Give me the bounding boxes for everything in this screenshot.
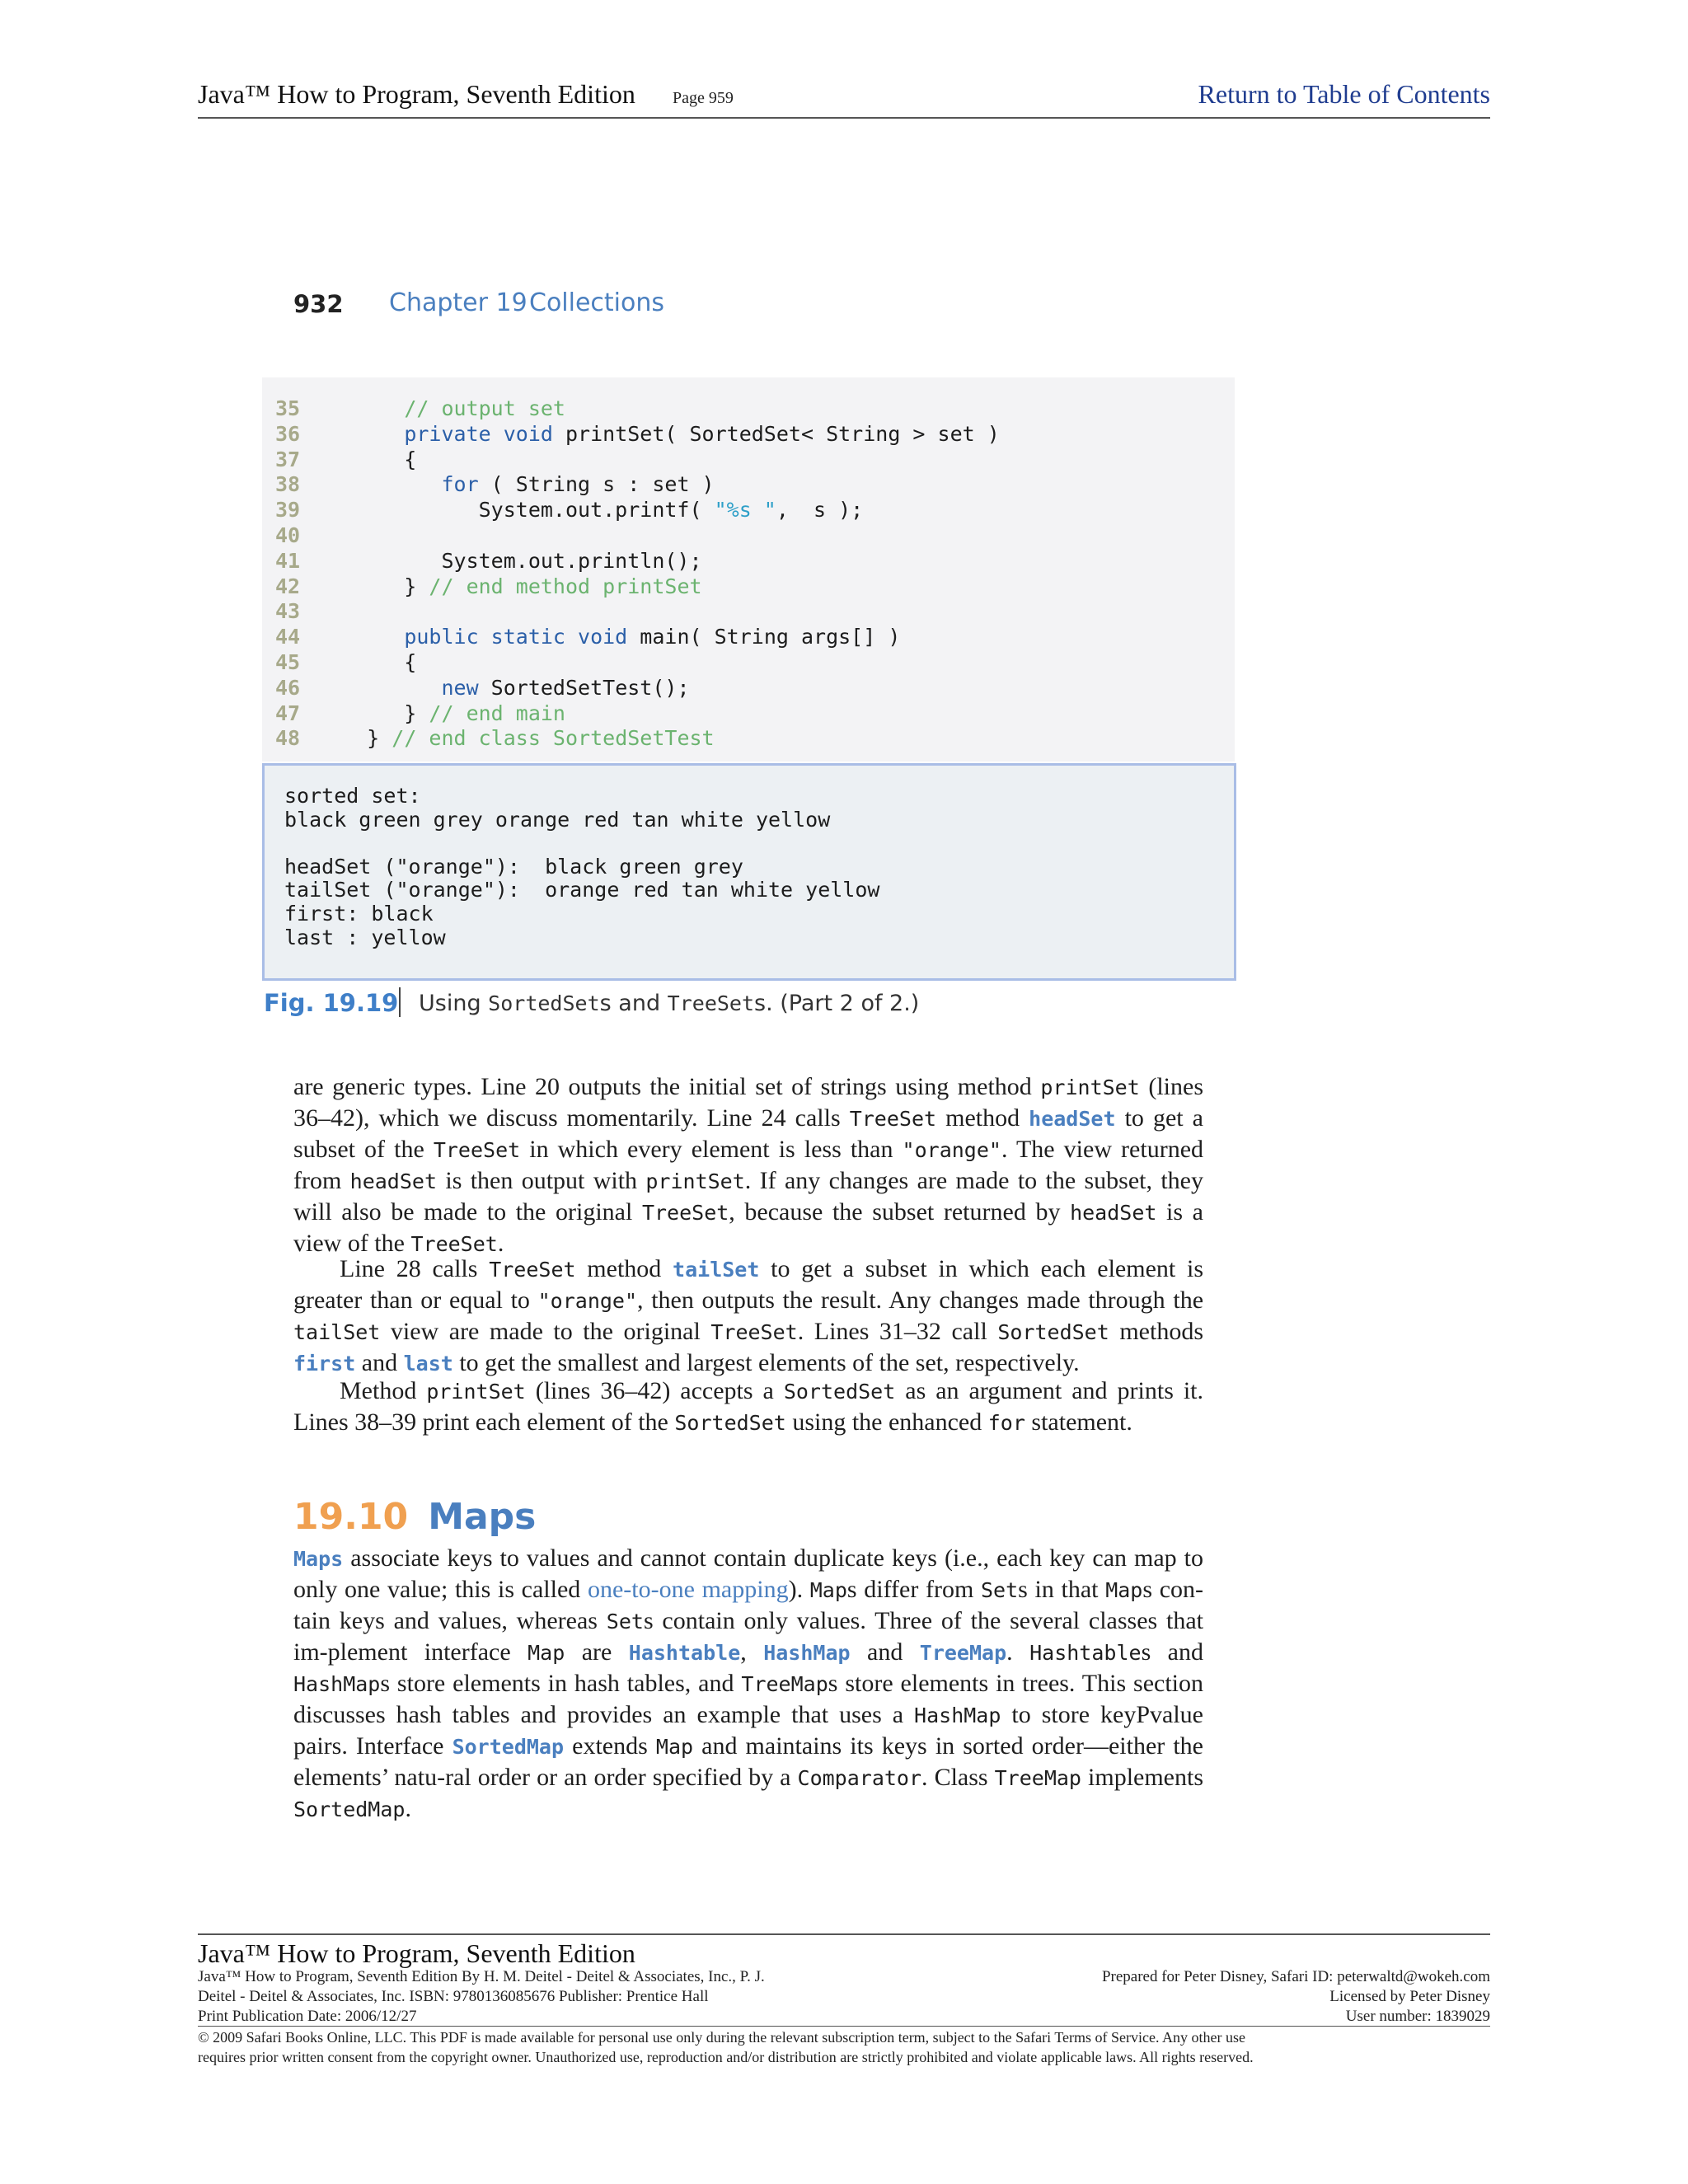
code-text: [330, 649, 416, 675]
highlighted-term: Map: [293, 1547, 331, 1571]
figure-label: Fig. 19.19: [264, 989, 399, 1017]
inline-code: SortedSet: [783, 1380, 896, 1404]
output-line: sorted set:: [284, 784, 421, 808]
text-run: Method: [340, 1377, 427, 1404]
line-number: 41: [275, 548, 301, 573]
text-run: are generic types. Line 20 outputs the initial set of strings using method: [293, 1073, 1041, 1100]
text-run: to get the smallest and largest elements of the set, respectively.: [452, 1349, 1080, 1376]
code-listing: [262, 377, 1235, 762]
code-token: [330, 422, 404, 446]
text-run: s contain only values. Three of the several classes that im-plement interface: [293, 1607, 1203, 1666]
text-run: view are made to the original: [380, 1318, 711, 1345]
text-run: s. (Part 2 of 2.): [754, 991, 920, 1016]
text-run: .: [1006, 1638, 1030, 1666]
output-line: first: black: [284, 902, 434, 926]
highlighted-term: TreeMap: [919, 1641, 1007, 1665]
code-token: [330, 625, 404, 649]
code-text: [330, 701, 565, 726]
text-run: to get a subset in which each element is greater than or equal to: [293, 1255, 1203, 1314]
code-token: ( String s : set ): [478, 472, 715, 497]
line-number: 44: [275, 625, 301, 649]
text-run: implements: [1081, 1764, 1204, 1791]
code-comment: // end class SortedSetTest: [392, 726, 715, 751]
code-string: "%s ": [714, 498, 776, 523]
code-token: [330, 472, 441, 496]
inline-code: TreeSet: [710, 1320, 798, 1344]
highlighted-term: tailSet: [673, 1258, 760, 1282]
inline-code: TreeSet: [641, 1201, 729, 1225]
section-heading: [293, 1496, 536, 1538]
text-run: and: [355, 1349, 404, 1376]
code-token: {: [330, 650, 417, 674]
text-run: . The view returned from: [293, 1136, 1204, 1194]
inline-code: TreeSet: [433, 1138, 521, 1162]
section-title: Maps: [428, 1496, 537, 1538]
code-text: [330, 548, 702, 574]
page-label: Page 959: [673, 89, 734, 107]
inline-code: Comparator: [797, 1766, 922, 1790]
text-run: s con-tain keys and values, whereas: [293, 1576, 1203, 1634]
code-token: , s );: [776, 498, 864, 523]
code-comment: // end method printSet: [429, 574, 702, 598]
text-run: to get a subset of the: [293, 1104, 1203, 1163]
text-run: statement.: [1025, 1408, 1132, 1436]
text-run: s store elements in hash tables, and: [380, 1670, 742, 1697]
text-run: s differ from: [846, 1576, 981, 1603]
text-run: in which every element is less than: [520, 1136, 903, 1163]
footer-license-line: Prepared for Peter Disney, Safari ID: peterwaltd@wokeh.com: [1101, 1968, 1490, 1985]
text-run: s and: [1141, 1638, 1203, 1666]
code-keyword: for: [441, 472, 479, 497]
code-token: main( String args[] ): [627, 625, 901, 649]
inline-code: HashMap: [293, 1672, 381, 1696]
code-token: printSet( SortedSet< String > set ): [552, 421, 1000, 446]
text-run: method: [936, 1104, 1029, 1132]
highlighted-term: first: [293, 1352, 356, 1376]
text-run: . If any changes are made to the subset, they will also be made to the original: [293, 1167, 1203, 1226]
inline-code: TreeSet: [849, 1107, 937, 1131]
inline-code: "orange": [537, 1289, 638, 1313]
text-run: . Class: [921, 1764, 995, 1791]
highlighted-term: SortedMap: [452, 1735, 565, 1759]
highlighted-term: last: [403, 1352, 453, 1376]
footer-copyright-line: © 2009 Safari Books Online, LLC. This PDF is made available for personal use only during the relevant subscription term, subject to the Safari Terms of Service. Any other use: [198, 2029, 1245, 2046]
line-number: 45: [275, 650, 301, 674]
inline-code: TreeMap: [994, 1766, 1081, 1790]
inline-code: headSet: [1070, 1201, 1157, 1225]
line-number: 39: [275, 498, 301, 523]
inline-code: "orange": [902, 1138, 1001, 1162]
text-run: Line 28 calls: [340, 1255, 490, 1282]
inline-code: for: [987, 1411, 1025, 1435]
inline-code: printSet: [1040, 1076, 1140, 1099]
text-run: , then outputs the result. Any changes made through the: [637, 1286, 1204, 1314]
footer-divider: [198, 1933, 1490, 1935]
code-token: [330, 676, 441, 700]
text-run: ,: [740, 1638, 764, 1666]
output-line: tailSet ("orange"): orange red tan white yellow: [284, 878, 880, 902]
text-run: s store elements in trees. This section discusses hash tables and provides an example that uses a: [293, 1670, 1203, 1728]
inline-code: printSet: [426, 1380, 526, 1404]
inline-code: headSet: [349, 1169, 438, 1193]
footer-title: Java™ How to Program, Seventh Edition: [198, 1938, 635, 1968]
inline-code: Set: [606, 1610, 644, 1633]
text-run: is a view of the: [293, 1198, 1203, 1257]
code-comment: // end main: [429, 701, 565, 725]
code-text: [330, 447, 416, 472]
inline-code: Map: [1105, 1578, 1143, 1602]
footer-copyright-line: requires prior written consent from the copyright owner. Unauthorized use, reproduction and/or distribution are strictly prohibited and violate applicable laws. All rights reserved.: [198, 2049, 1254, 2065]
highlighted-term: HashMap: [763, 1641, 851, 1665]
chapter-label: Chapter 19: [389, 288, 528, 317]
text-run: are: [565, 1638, 629, 1666]
text-run: (lines 36–42) accepts a: [525, 1377, 784, 1404]
book-title: Java™ How to Program, Seventh Edition: [198, 79, 635, 109]
text-run: . Lines 31–32 call: [797, 1318, 998, 1345]
inline-code: Map: [528, 1641, 565, 1665]
highlighted-term: one-to-one mapping: [587, 1576, 789, 1603]
code-keyword: public static void: [404, 625, 628, 649]
text-run: to store keyPvalue pairs. Interface: [293, 1701, 1203, 1760]
inline-code: TreeSet: [667, 991, 755, 1015]
text-run: using the enhanced: [785, 1408, 988, 1436]
footer-publication-line: Java™ How to Program, Seventh Edition By H. M. Deitel - Deitel & Associates, Inc., P. J.: [198, 1968, 765, 1985]
code-text: [330, 725, 715, 751]
chapter-title: Collections: [529, 288, 665, 317]
inline-code: printSet: [645, 1169, 745, 1193]
code-text: [330, 497, 863, 523]
inline-code: SortedMap: [293, 1797, 406, 1821]
program-output: [262, 763, 1236, 981]
code-text: [330, 396, 565, 421]
line-number: 48: [275, 726, 301, 751]
text-run: .: [497, 1230, 504, 1257]
code-token: System.out.printf(: [330, 498, 715, 523]
inline-code: Map: [655, 1735, 694, 1759]
code-comment: // output set: [404, 396, 565, 420]
line-number: 47: [275, 701, 301, 725]
body-paragraph: [293, 1071, 1203, 1259]
text-run: associate keys to values and cannot contain duplicate keys (i.e., each key can map to only one value; this is called: [293, 1544, 1203, 1603]
inline-code: Hashtable: [1029, 1641, 1142, 1665]
toc-link[interactable]: Return to Table of Contents: [1198, 79, 1490, 109]
code-token: }: [330, 701, 429, 725]
footer-license-line: User number: 1839029: [1345, 2008, 1490, 2025]
highlighted-term: Hashtable: [628, 1641, 741, 1665]
footer-publication-line: Print Publication Date: 2006/12/27: [198, 2008, 417, 2025]
text-run: Using: [419, 991, 489, 1016]
inline-code: TreeSet: [489, 1258, 576, 1282]
line-number: 37: [275, 447, 301, 471]
code-keyword: private void: [404, 421, 553, 446]
code-text: [330, 421, 1000, 447]
line-number: 46: [275, 675, 301, 700]
inline-code: SortedSet: [674, 1411, 786, 1435]
book-page-number: 932: [293, 290, 344, 318]
inline-code: TreeSet: [410, 1232, 498, 1256]
inline-code: Map: [809, 1578, 847, 1602]
output-line: headSet ("orange"): black green grey: [284, 854, 743, 879]
text-run: s and: [599, 991, 668, 1016]
line-number: 40: [275, 523, 301, 547]
line-number: 35: [275, 396, 301, 420]
figure-caption-text: [419, 991, 919, 1016]
code-token: [330, 396, 404, 420]
inline-code: SortedSet: [997, 1320, 1109, 1344]
code-token: System.out.println();: [330, 548, 702, 573]
text-run: and maintains its keys in sorted order—either the elements’ natu-ral order or an order specified by a: [293, 1732, 1204, 1791]
text-run: method: [575, 1255, 673, 1282]
section-number: 19.10: [293, 1496, 409, 1538]
text-run: methods: [1109, 1318, 1203, 1345]
output-line: last : yellow: [284, 925, 446, 949]
code-text: [330, 471, 715, 497]
text-run: s in that: [1018, 1576, 1106, 1603]
footer-divider: [198, 2026, 1490, 2027]
body-paragraph: [293, 1254, 1203, 1379]
page-header: [198, 76, 1490, 119]
highlighted-term: s: [331, 1547, 344, 1571]
code-keyword: new: [441, 675, 479, 700]
line-number: 43: [275, 599, 301, 624]
inline-code: Set: [981, 1578, 1019, 1602]
line-number: 38: [275, 472, 301, 497]
inline-code: HashMap: [914, 1704, 1001, 1727]
output-line: black green grey orange red tan white yellow: [284, 807, 831, 832]
text-run: as an argument and prints it. Lines 38–39 print each element of the: [293, 1377, 1204, 1436]
code-token: }: [330, 574, 429, 598]
text-run: .: [405, 1795, 411, 1822]
code-text: [330, 675, 690, 701]
caption-separator: [399, 987, 401, 1017]
highlighted-term: headSet: [1029, 1107, 1116, 1131]
body-paragraph: [293, 1543, 1203, 1825]
text-run: is then output with: [437, 1167, 646, 1194]
code-token: }: [330, 726, 392, 751]
footer-publication-line: Deitel - Deitel & Associates, Inc. ISBN: 9780136085676 Publisher: Prentice Hall: [198, 1988, 709, 2005]
code-text: [330, 624, 900, 649]
inline-code: SortedSet: [488, 991, 600, 1015]
code-text: [330, 574, 702, 599]
text-run: , because the subset returned by: [729, 1198, 1071, 1226]
line-number: 36: [275, 421, 301, 446]
text-run: (lines 36–42), which we discuss momentarily. Line 24 calls: [293, 1073, 1203, 1132]
inline-code: tailSet: [293, 1320, 381, 1344]
body-paragraph: [293, 1376, 1203, 1438]
text-run: ).: [788, 1576, 810, 1603]
inline-code: TreeMap: [741, 1672, 828, 1696]
line-number: 42: [275, 574, 301, 598]
footer-license-line: Licensed by Peter Disney: [1329, 1988, 1490, 2005]
text-run: and: [850, 1638, 920, 1666]
text-run: extends: [564, 1732, 656, 1760]
code-token: SortedSetTest();: [478, 675, 690, 700]
code-token: {: [330, 447, 417, 471]
